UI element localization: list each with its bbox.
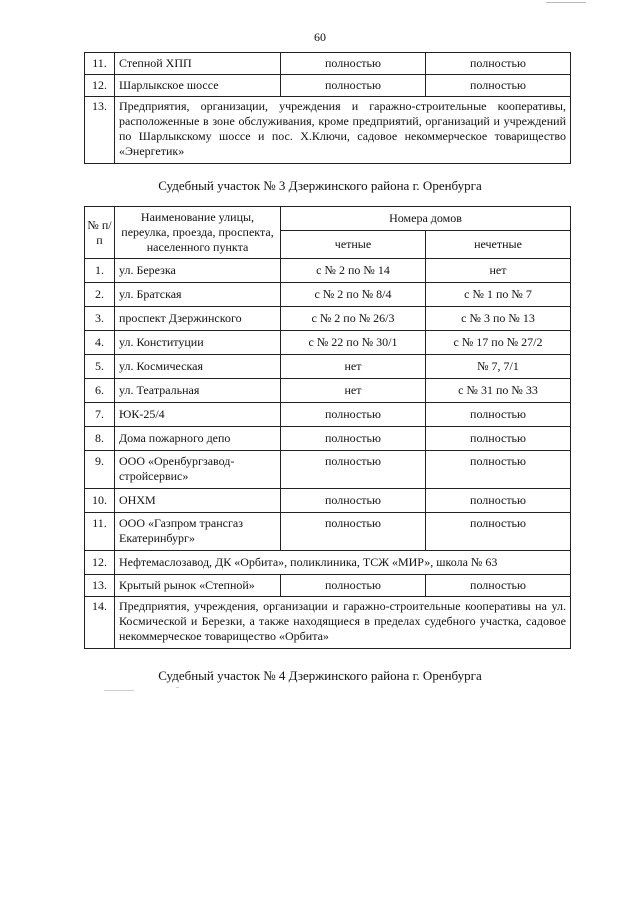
table-row [85, 259, 571, 283]
table-row [85, 331, 571, 355]
row-number: 11. [85, 513, 115, 551]
even-houses: полностью [281, 513, 426, 551]
odd-houses: с № 1 по № 7 [426, 283, 571, 307]
row-number: 13. [85, 575, 115, 597]
table-row [85, 307, 571, 331]
scan-artifact-line [546, 2, 586, 3]
page-number: 60 [314, 30, 326, 44]
odd-houses: полностью [426, 403, 571, 427]
note-text: Предприятия, организации, учреждения и гаражно-строительные кооперативы, расположенные в зоне обслуживания, кроме предприятий, организаций и учреждений по Шарлыкскому шоссе и пос. Х.Ключи, садовое некоммерческое товарищество «Энергетик» [115, 97, 571, 164]
table-row [85, 97, 571, 164]
header-houses: Номера домов [281, 207, 571, 231]
table-row [85, 427, 571, 451]
street-name: ул. Театральная [115, 379, 281, 403]
even-houses: с № 2 по № 26/3 [281, 307, 426, 331]
street-name: Шарлыкское шоссе [115, 75, 281, 97]
table-row [85, 53, 571, 75]
row-number: 4. [85, 331, 115, 355]
even-houses: полностью [281, 489, 426, 513]
street-name: ООО «Газпром трансгаз Екатеринбург» [115, 513, 281, 551]
row-number: 7. [85, 403, 115, 427]
table-row [85, 551, 571, 575]
street-name: ул. Березка [115, 259, 281, 283]
even-houses: полностью [281, 451, 426, 489]
street-name: проспект Дзержинского [115, 307, 281, 331]
row-number: 9. [85, 451, 115, 489]
scan-artifact-dot [176, 687, 179, 688]
table-row [85, 403, 571, 427]
even-houses: полностью [281, 403, 426, 427]
street-name: Крытый рынок «Степной» [115, 575, 281, 597]
odd-houses: полностью [426, 451, 571, 489]
header-name: Наименование улицы, переулка, проезда, проспекта, населенного пункта [115, 207, 281, 259]
street-name: ОНХМ [115, 489, 281, 513]
street-name: ООО «Оренбургзавод-стройсервис» [115, 451, 281, 489]
odd-houses: нет [426, 259, 571, 283]
table-row [85, 283, 571, 307]
odd-houses: полностью [426, 575, 571, 597]
table-row [85, 489, 571, 513]
row-number: 12. [85, 551, 115, 575]
even-houses: полностью [281, 427, 426, 451]
row-number: 6. [85, 379, 115, 403]
odd-houses: с № 31 по № 33 [426, 379, 571, 403]
row-number: 13. [85, 97, 115, 164]
section-4-title: Судебный участок № 4 Дзержинского района г. Оренбурга [158, 668, 482, 683]
odd-houses: полностью [426, 427, 571, 451]
table-row [85, 75, 571, 97]
street-name: ЮК-25/4 [115, 403, 281, 427]
odd-houses: полностью [426, 53, 571, 75]
street-name: Дома пожарного депо [115, 427, 281, 451]
odd-houses: полностью [426, 75, 571, 97]
row-number: 11. [85, 53, 115, 75]
table-row [85, 575, 571, 597]
main-table [84, 206, 571, 649]
table-row [85, 379, 571, 403]
row-number: 8. [85, 427, 115, 451]
header-even: четные [281, 231, 426, 259]
odd-houses: полностью [426, 513, 571, 551]
row-number: 3. [85, 307, 115, 331]
even-houses: с № 2 по № 8/4 [281, 283, 426, 307]
odd-houses: № 7, 7/1 [426, 355, 571, 379]
top-table [84, 52, 571, 164]
street-name: ул. Братская [115, 283, 281, 307]
even-houses: с № 2 по № 14 [281, 259, 426, 283]
odd-houses: полностью [426, 489, 571, 513]
row-number: 10. [85, 489, 115, 513]
odd-houses: с № 3 по № 13 [426, 307, 571, 331]
section-3-title: Судебный участок № 3 Дзержинского района г. Оренбурга [158, 178, 482, 193]
note-text: Предприятия, учреждения, организации и гаражно-строительные кооперативы на ул. Космической и Березки, а также находящиеся в пределах судебного участка, садовое некоммерческое товарищество «Орбита» [115, 597, 571, 649]
merged-row-text: Нефтемаслозавод, ДК «Орбита», поликлиника, ТСЖ «МИР», школа № 63 [115, 551, 571, 575]
scan-artifact-dot [104, 690, 134, 691]
row-number: 1. [85, 259, 115, 283]
row-number: 12. [85, 75, 115, 97]
table-row [85, 513, 571, 551]
table-row [85, 597, 571, 649]
table-row [85, 355, 571, 379]
even-houses: нет [281, 355, 426, 379]
header-number: № п/п [85, 207, 115, 259]
even-houses: с № 22 по № 30/1 [281, 331, 426, 355]
odd-houses: с № 17 по № 27/2 [426, 331, 571, 355]
even-houses: нет [281, 379, 426, 403]
street-name: ул. Космическая [115, 355, 281, 379]
row-number: 2. [85, 283, 115, 307]
header-odd: нечетные [426, 231, 571, 259]
street-name: ул. Конституции [115, 331, 281, 355]
even-houses: полностью [281, 75, 426, 97]
row-number: 14. [85, 597, 115, 649]
street-name: Степной ХПП [115, 53, 281, 75]
row-number: 5. [85, 355, 115, 379]
even-houses: полностью [281, 575, 426, 597]
even-houses: полностью [281, 53, 426, 75]
table-row [85, 451, 571, 489]
